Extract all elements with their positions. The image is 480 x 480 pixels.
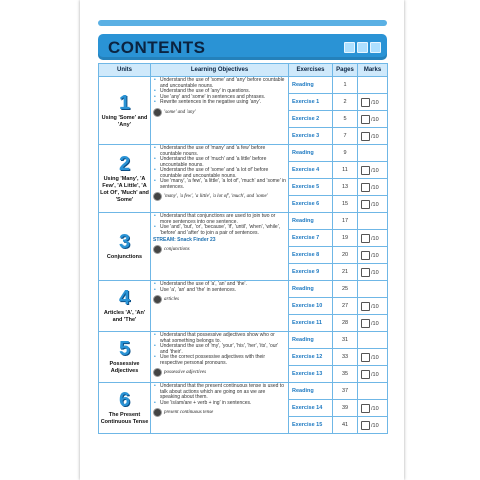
square-icon bbox=[370, 42, 381, 53]
unit-cell bbox=[99, 213, 151, 281]
unit-number: 4 bbox=[118, 287, 131, 309]
exercise-name: Exercise 9 bbox=[289, 264, 333, 281]
exercise-name: Exercise 6 bbox=[289, 196, 333, 213]
marks-checkbox[interactable] bbox=[361, 98, 370, 107]
marks-checkbox[interactable] bbox=[361, 302, 370, 311]
reference-eye-icon bbox=[153, 295, 162, 304]
objectives-cell bbox=[151, 281, 289, 332]
marks-suffix: /10 bbox=[371, 320, 379, 327]
marks-checkbox[interactable] bbox=[361, 183, 370, 192]
table-header-row bbox=[99, 64, 388, 77]
reference-text: 'many', 'a few', 'a little', 'a lot of', 'much', and 'some' bbox=[164, 194, 268, 199]
grammar-reference bbox=[153, 245, 286, 254]
unit-name: Articles 'A', 'An' and 'The' bbox=[103, 310, 146, 323]
marks-checkbox[interactable] bbox=[361, 370, 370, 379]
unit-name: Conjunctions bbox=[106, 254, 143, 260]
marks-suffix: /10 bbox=[371, 167, 379, 174]
unit-cell bbox=[99, 383, 151, 434]
objectives-list bbox=[153, 333, 286, 366]
page-number: 35 bbox=[333, 366, 358, 383]
table-row bbox=[99, 145, 388, 162]
exercise-name: Exercise 7 bbox=[289, 230, 333, 247]
page-number: 7 bbox=[333, 128, 358, 145]
marks-cell bbox=[358, 179, 388, 196]
stream-note: STREAM: Snack Finder 23 bbox=[153, 237, 216, 243]
marks-cell bbox=[358, 128, 388, 145]
marks-cell bbox=[358, 417, 388, 434]
grammar-reference bbox=[153, 408, 286, 417]
marks-cell bbox=[358, 332, 388, 349]
objective-item: • Use 'is/am/are + verb + ing' in sentences. bbox=[160, 401, 286, 407]
marks-checkbox[interactable] bbox=[361, 166, 370, 175]
column-header-marks: Marks bbox=[358, 64, 388, 77]
reference-eye-icon bbox=[153, 108, 162, 117]
marks-cell bbox=[358, 196, 388, 213]
exercise-name: Exercise 15 bbox=[289, 417, 333, 434]
marks-suffix: /10 bbox=[371, 303, 379, 310]
marks-checkbox[interactable] bbox=[361, 319, 370, 328]
unit-cell bbox=[99, 332, 151, 383]
objective-item: • Understand the use of 'some' and 'a lot of' before countable and uncountable nouns. bbox=[160, 168, 286, 179]
page-number: 25 bbox=[333, 281, 358, 298]
table-row bbox=[99, 213, 388, 230]
reference-text: 'some' and 'any' bbox=[164, 109, 196, 115]
objectives-list bbox=[153, 384, 286, 406]
marks-cell bbox=[358, 400, 388, 417]
objective-item: • Use 'a', 'an' and 'the' in sentences. bbox=[160, 288, 286, 294]
unit-name: Using 'Some' and 'Any' bbox=[101, 114, 148, 128]
exercise-name: Exercise 11 bbox=[289, 315, 333, 332]
page-number: 9 bbox=[333, 145, 358, 162]
page-number: 37 bbox=[333, 383, 358, 400]
reference-text: present continuous tense bbox=[164, 410, 214, 415]
unit-name: The Present Continuous Tense bbox=[100, 412, 149, 425]
page-number: 2 bbox=[333, 94, 358, 111]
marks-cell bbox=[358, 264, 388, 281]
marks-cell bbox=[358, 77, 388, 94]
page-number: 21 bbox=[333, 264, 358, 281]
grammar-reference bbox=[153, 108, 286, 117]
marks-checkbox[interactable] bbox=[361, 251, 370, 260]
objective-item: • Use 'any' and 'some' in sentences and phrases. bbox=[160, 95, 286, 101]
marks-cell bbox=[358, 111, 388, 128]
column-header-units: Units bbox=[99, 64, 151, 77]
marks-checkbox[interactable] bbox=[361, 132, 370, 141]
exercise-name: Reading bbox=[289, 383, 333, 400]
marks-cell bbox=[358, 94, 388, 111]
exercise-name: Exercise 10 bbox=[289, 298, 333, 315]
reference-text: possessive adjectives bbox=[164, 370, 207, 375]
objectives-list bbox=[153, 78, 286, 106]
objective-item: • Rewrite sentences in the negative using 'any'. bbox=[160, 100, 286, 106]
contents-banner bbox=[98, 34, 387, 60]
marks-cell bbox=[358, 298, 388, 315]
table-row bbox=[99, 281, 388, 298]
objectives-cell bbox=[151, 145, 289, 213]
page-number: 39 bbox=[333, 400, 358, 417]
column-header-objectives: Learning Objectives bbox=[151, 64, 289, 77]
contents-table bbox=[98, 63, 388, 434]
exercise-name: Reading bbox=[289, 213, 333, 230]
grammar-reference bbox=[153, 192, 286, 201]
page-number: 13 bbox=[333, 179, 358, 196]
square-icon bbox=[344, 42, 355, 53]
exercise-name: Exercise 12 bbox=[289, 349, 333, 366]
exercise-name: Reading bbox=[289, 281, 333, 298]
column-header-pages: Pages bbox=[333, 64, 358, 77]
marks-suffix: /10 bbox=[371, 405, 379, 412]
marks-suffix: /10 bbox=[371, 371, 379, 378]
objective-item: • Understand the use of 'much' and 'a little' before uncountable nouns. bbox=[160, 157, 286, 168]
page-number: 31 bbox=[333, 332, 358, 349]
table-row bbox=[99, 332, 388, 349]
exercise-name: Exercise 2 bbox=[289, 111, 333, 128]
exercise-name: Exercise 5 bbox=[289, 179, 333, 196]
page-number: 33 bbox=[333, 349, 358, 366]
marks-cell bbox=[358, 281, 388, 298]
unit-number: 5 bbox=[118, 338, 131, 360]
marks-cell bbox=[358, 145, 388, 162]
objectives-cell bbox=[151, 77, 289, 145]
marks-checkbox[interactable] bbox=[361, 353, 370, 362]
page-number: 20 bbox=[333, 247, 358, 264]
marks-cell bbox=[358, 315, 388, 332]
marks-checkbox[interactable] bbox=[361, 268, 370, 277]
unit-name: Using 'Many', 'A Few', 'A Little', 'A Lot Of', 'Much' and 'Some' bbox=[100, 175, 149, 203]
exercise-name: Reading bbox=[289, 77, 333, 94]
table-row bbox=[99, 77, 388, 94]
marks-suffix: /10 bbox=[371, 116, 379, 123]
objectives-cell bbox=[151, 213, 289, 281]
page-number: 15 bbox=[333, 196, 358, 213]
marks-cell bbox=[358, 230, 388, 247]
exercise-name: Reading bbox=[289, 332, 333, 349]
page-number: 41 bbox=[333, 417, 358, 434]
unit-cell bbox=[99, 281, 151, 332]
contents-page bbox=[80, 0, 404, 480]
table-row bbox=[99, 383, 388, 400]
marks-checkbox[interactable] bbox=[361, 404, 370, 413]
page-number: 27 bbox=[333, 298, 358, 315]
marks-suffix: /10 bbox=[371, 99, 379, 106]
objective-item: • Understand the use of 'any' in questions. bbox=[160, 89, 286, 95]
marks-suffix: /10 bbox=[371, 201, 379, 208]
exercise-name: Exercise 4 bbox=[289, 162, 333, 179]
unit-number: 6 bbox=[118, 389, 131, 411]
column-header-exercises: Exercises bbox=[289, 64, 333, 77]
grammar-reference bbox=[153, 295, 286, 304]
exercise-name: Exercise 3 bbox=[289, 128, 333, 145]
marks-cell bbox=[358, 162, 388, 179]
objective-item: • Understand that possessive adjectives show who or what something belongs to. bbox=[160, 333, 286, 344]
objectives-list bbox=[153, 214, 286, 236]
unit-number: 1 bbox=[118, 91, 131, 114]
reference-text: articles bbox=[164, 297, 179, 302]
reference-text: conjunctions bbox=[164, 247, 190, 252]
exercise-name: Exercise 1 bbox=[289, 94, 333, 111]
objective-item: • Understand that conjunctions are used to join two or more sentences into one sentence. bbox=[160, 214, 286, 225]
objective-item: • Use 'and', 'but', 'or', 'because', 'if', 'until', 'when', 'while', 'before' and 'after' to join a pair of sentences. bbox=[160, 225, 286, 236]
unit-cell bbox=[99, 145, 151, 213]
marks-suffix: /10 bbox=[371, 235, 379, 242]
page-number: 19 bbox=[333, 230, 358, 247]
unit-name: Possessive Adjectives bbox=[109, 361, 140, 374]
marks-cell bbox=[358, 366, 388, 383]
exercise-name: Exercise 8 bbox=[289, 247, 333, 264]
unit-number: 3 bbox=[118, 231, 131, 253]
marks-cell bbox=[358, 349, 388, 366]
exercise-name: Exercise 14 bbox=[289, 400, 333, 417]
exercise-name: Exercise 13 bbox=[289, 366, 333, 383]
unit-cell bbox=[99, 77, 151, 145]
marks-checkbox[interactable] bbox=[361, 200, 370, 209]
objectives-cell bbox=[151, 383, 289, 434]
objectives-cell bbox=[151, 332, 289, 383]
page-title: CONTENTS bbox=[108, 38, 206, 57]
objective-item: • Use the correct possessive adjectives with their respective personal pronouns. bbox=[160, 355, 286, 366]
marks-suffix: /10 bbox=[371, 252, 379, 259]
marks-cell bbox=[358, 247, 388, 264]
marks-checkbox[interactable] bbox=[361, 115, 370, 124]
reference-eye-icon bbox=[153, 192, 162, 201]
objective-item: • Understand the use of 'my', 'your', 'his', 'her', 'its', 'our' and 'their'. bbox=[160, 344, 286, 355]
marks-suffix: /10 bbox=[371, 422, 379, 429]
page-number: 1 bbox=[333, 77, 358, 94]
objective-item: • Understand the use of 'some' and 'any' before countable and uncountable nouns. bbox=[160, 78, 286, 89]
page-number: 28 bbox=[333, 315, 358, 332]
marks-cell bbox=[358, 383, 388, 400]
reference-eye-icon bbox=[153, 368, 162, 377]
grammar-reference bbox=[153, 368, 286, 377]
marks-checkbox[interactable] bbox=[361, 421, 370, 430]
exercise-name: Reading bbox=[289, 145, 333, 162]
objective-item: • Understand the use of 'a', 'an' and 'the'. bbox=[160, 282, 286, 288]
objectives-list bbox=[153, 146, 286, 190]
top-accent-bar bbox=[98, 20, 387, 26]
marks-suffix: /10 bbox=[371, 269, 379, 276]
objective-item: • Understand the use of 'many' and 'a few' before countable nouns. bbox=[160, 146, 286, 157]
page-number: 17 bbox=[333, 213, 358, 230]
square-icon bbox=[357, 42, 368, 53]
marks-suffix: /10 bbox=[371, 184, 379, 191]
reference-eye-icon bbox=[153, 245, 162, 254]
page-number: 11 bbox=[333, 162, 358, 179]
objectives-list bbox=[153, 282, 286, 293]
reference-eye-icon bbox=[153, 408, 162, 417]
page-number: 5 bbox=[333, 111, 358, 128]
marks-cell bbox=[358, 213, 388, 230]
marks-suffix: /10 bbox=[371, 133, 379, 140]
objective-item: • Use 'many', 'a few', 'a little', 'a lot of', 'much' and 'some' in sentences. bbox=[160, 179, 286, 190]
unit-number: 2 bbox=[118, 152, 131, 175]
marks-checkbox[interactable] bbox=[361, 234, 370, 243]
objective-item: • Understand that the present continuous tense is used to talk about actions which are going on as we are speaking about them. bbox=[160, 384, 286, 401]
marks-suffix: /10 bbox=[371, 354, 379, 361]
